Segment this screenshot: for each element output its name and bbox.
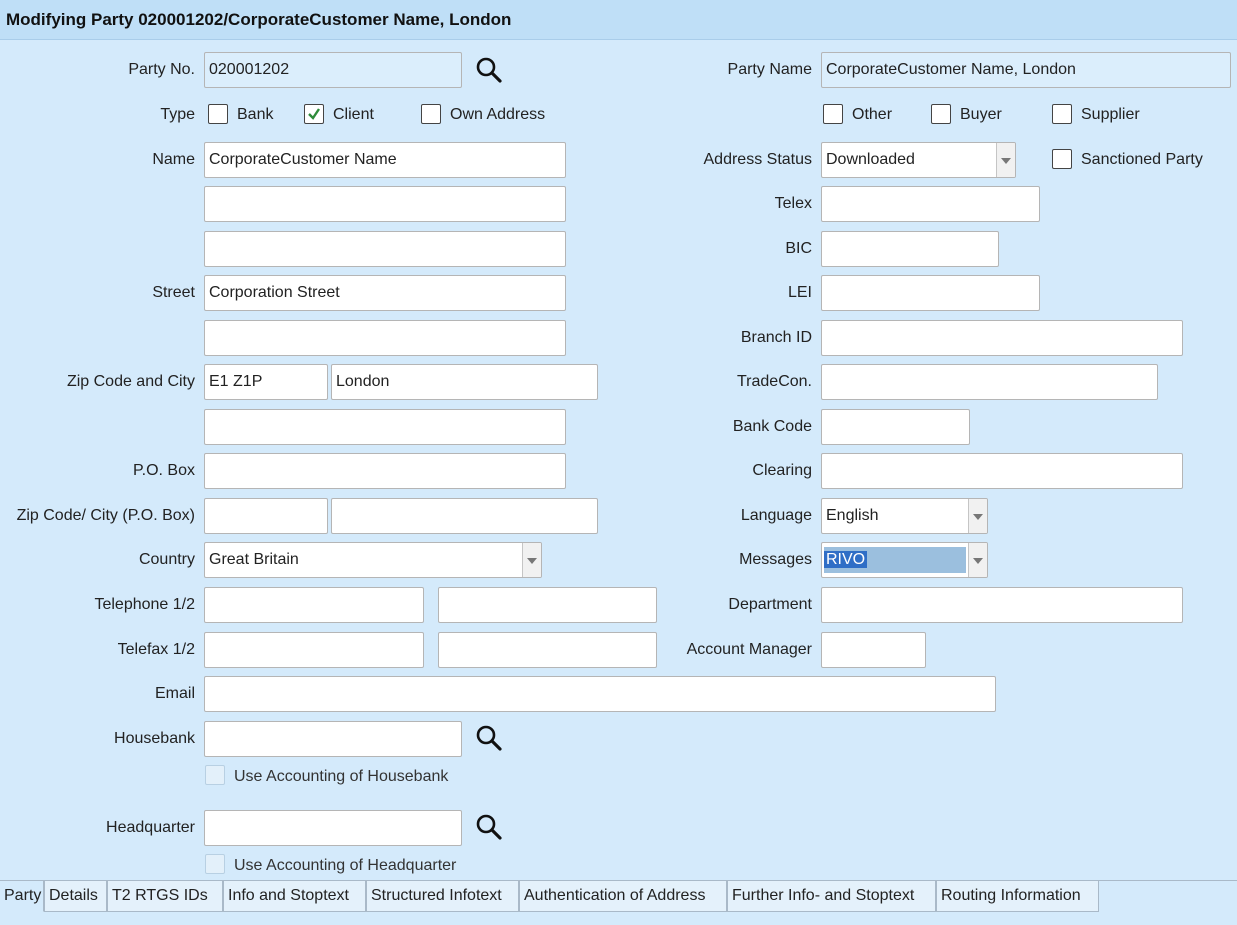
po-city-field[interactable] [331,498,598,534]
zip-city-extra-field[interactable] [204,409,566,445]
tab-further-info-stoptext[interactable]: Further Info- and Stoptext [727,880,936,912]
telephone-label: Telephone 1/2 [94,596,195,613]
zip-code-field[interactable]: E1 Z1P [204,364,328,400]
name-line-1-field[interactable]: CorporateCustomer Name [204,142,566,178]
tab-bar [0,880,1237,911]
party-no-field[interactable]: 020001202 [204,52,462,88]
department-field[interactable] [821,587,1183,623]
email-field[interactable] [204,676,996,712]
account-manager-field[interactable] [821,632,926,668]
account-manager-label: Account Manager [686,641,812,658]
branch-id-field[interactable] [821,320,1183,356]
party-name-field[interactable]: CorporateCustomer Name, London [821,52,1231,88]
po-box-label: P.O. Box [133,462,195,479]
po-box-field[interactable] [204,453,566,489]
type-buyer-checkbox[interactable] [931,104,951,124]
headquarter-label: Headquarter [106,819,195,836]
chevron-down-icon[interactable] [522,543,541,577]
tab-info-stoptext[interactable]: Info and Stoptext [223,880,366,912]
messages-label: Messages [739,551,812,568]
address-status-value: Downloaded [826,151,915,168]
headquarter-field[interactable] [204,810,462,846]
type-supplier-checkbox[interactable] [1052,104,1072,124]
name-label: Name [152,151,195,168]
language-select[interactable] [821,498,988,534]
clearing-label: Clearing [752,462,812,479]
type-buyer-label: Buyer [960,106,1002,123]
zip-city-po-label: Zip Code/ City (P.O. Box) [16,507,195,524]
bank-code-field[interactable] [821,409,970,445]
tab-structured-infotext[interactable]: Structured Infotext [366,880,519,912]
chevron-down-icon[interactable] [968,543,987,577]
type-supplier-label: Supplier [1081,106,1140,123]
zip-city-label: Zip Code and City [66,373,195,390]
messages-select[interactable] [821,542,988,578]
type-other-checkbox[interactable] [823,104,843,124]
use-accounting-housebank-label: Use Accounting of Housebank [234,768,449,785]
branch-id-label: Branch ID [740,329,812,346]
email-label: Email [154,685,195,702]
name-line-2-field[interactable] [204,186,566,222]
housebank-label: Housebank [114,730,195,747]
tradecon-field[interactable] [821,364,1158,400]
bic-label: BIC [785,240,812,257]
chevron-down-icon[interactable] [996,143,1015,177]
type-client-checkbox[interactable] [304,104,324,124]
tab-details[interactable]: Details [44,880,107,912]
party-search-icon[interactable] [474,55,504,85]
messages-selection [824,547,966,573]
po-zip-code-field[interactable] [204,498,328,534]
sanctioned-party-label: Sanctioned Party [1081,151,1203,168]
tab-routing-information[interactable]: Routing Information [936,880,1099,912]
street-line-2-field[interactable] [204,320,566,356]
messages-value: RIVO [826,551,866,568]
language-label: Language [740,507,812,524]
party-name-label: Party Name [727,61,812,78]
telephone-1-field[interactable] [204,587,424,623]
lei-field[interactable] [821,275,1040,311]
telefax-label: Telefax 1/2 [117,641,195,658]
street-label: Street [152,284,195,301]
clearing-field[interactable] [821,453,1183,489]
party-no-label: Party No. [128,61,195,78]
country-select[interactable] [204,542,542,578]
type-bank-checkbox[interactable] [208,104,228,124]
chevron-down-icon[interactable] [968,499,987,533]
type-label: Type [160,106,195,123]
department-label: Department [728,596,812,613]
housebank-search-icon[interactable] [474,723,504,753]
type-own-address-label: Own Address [450,106,546,123]
use-accounting-headquarter-checkbox[interactable] [205,854,225,874]
address-status-select[interactable] [821,142,1016,178]
tradecon-label: TradeCon. [737,373,812,390]
city-field[interactable]: London [331,364,598,400]
telefax-2-field[interactable] [438,632,657,668]
type-own-address-checkbox[interactable] [421,104,441,124]
street-line-1-field[interactable]: Corporation Street [204,275,566,311]
sanctioned-party-checkbox[interactable] [1052,149,1072,169]
telefax-1-field[interactable] [204,632,424,668]
telephone-2-field[interactable] [438,587,657,623]
type-client-label: Client [333,106,374,123]
bic-field[interactable] [821,231,999,267]
address-status-label: Address Status [703,151,812,168]
type-other-label: Other [852,106,893,123]
tab-party[interactable]: Party [0,880,44,912]
telex-field[interactable] [821,186,1040,222]
lei-label: LEI [787,284,812,301]
telex-label: Telex [774,195,812,212]
use-accounting-housebank-checkbox[interactable] [205,765,225,785]
window-title: Modifying Party 020001202/CorporateCustomer Name, London [0,0,1237,40]
checkmark-icon [306,106,322,122]
country-value: Great Britain [209,551,299,568]
bank-code-label: Bank Code [732,418,812,435]
country-label: Country [138,551,195,568]
tab-authentication-address[interactable]: Authentication of Address [519,880,727,912]
language-value: English [826,507,879,524]
type-bank-label: Bank [237,106,274,123]
use-accounting-headquarter-label: Use Accounting of Headquarter [234,857,457,874]
tab-t2-rtgs-ids[interactable]: T2 RTGS IDs [107,880,223,912]
name-line-3-field[interactable] [204,231,566,267]
headquarter-search-icon[interactable] [474,812,504,842]
housebank-field[interactable] [204,721,462,757]
